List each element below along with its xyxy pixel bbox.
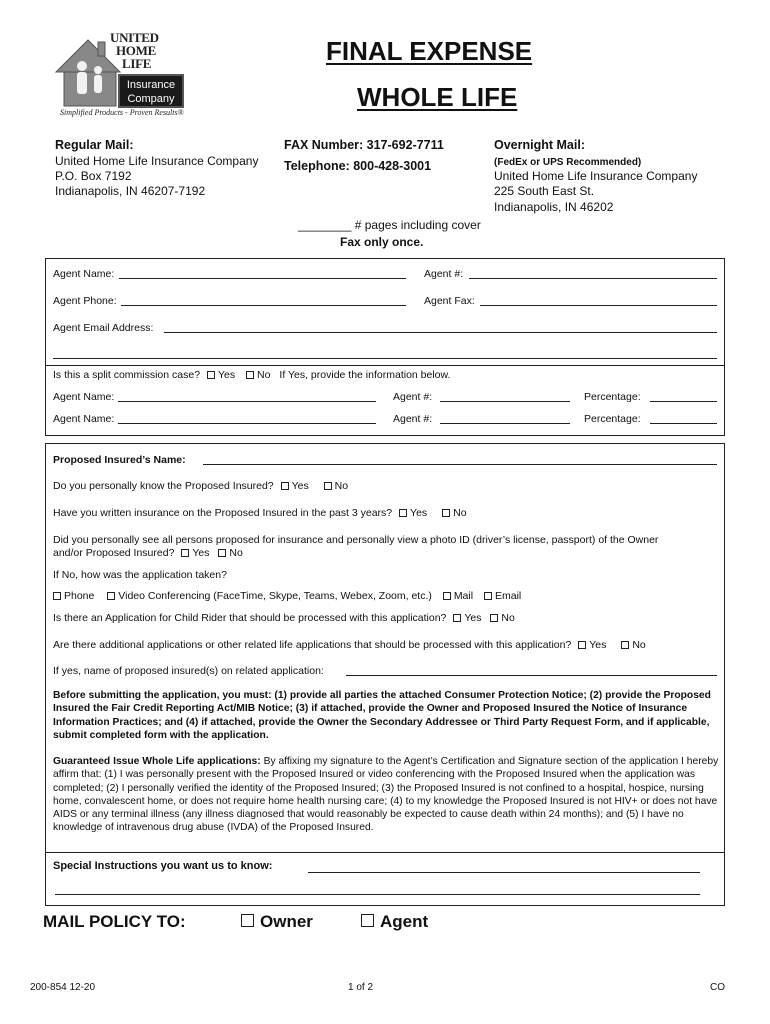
split-agent2-percentage-label: Percentage: xyxy=(584,413,641,425)
logo-word-united: UNITED xyxy=(110,30,159,45)
overnight-mail-label: Overnight Mail: xyxy=(494,138,585,152)
opt-phone-checkbox[interactable] xyxy=(53,592,61,600)
mail-policy-owner-option xyxy=(241,912,313,932)
divider xyxy=(45,365,725,366)
q-photo-yes-label: Yes xyxy=(192,547,210,559)
agent-email-field[interactable] xyxy=(164,332,717,333)
q-written-no-checkbox[interactable] xyxy=(442,509,450,517)
logo-insurance-box xyxy=(118,74,184,108)
insured-name-label: Proposed Insured’s Name: xyxy=(53,454,186,466)
q-photo-no-checkbox[interactable] xyxy=(218,549,226,557)
split-instruction: If Yes, provide the information below. xyxy=(279,369,451,381)
agent-phone-field[interactable] xyxy=(121,305,406,306)
split-agent1-name-field[interactable] xyxy=(118,401,376,402)
logo-box-line2: Company xyxy=(127,93,175,105)
q-how-text: If No, how was the application taken? xyxy=(53,569,227,581)
opt-mail-checkbox[interactable] xyxy=(443,592,451,600)
q-related-name-label: If yes, name of proposed insured(s) on related application: xyxy=(53,665,324,677)
special-instructions-field-line2[interactable] xyxy=(55,894,700,895)
mail-policy-label: MAIL POLICY TO: xyxy=(43,912,186,931)
overnight-mail-line2: 225 South East St. xyxy=(494,184,595,198)
q-photo-row xyxy=(53,547,243,559)
page-number: 1 of 2 xyxy=(348,982,374,993)
logo-tagline: Simplified Products - Proven Results® xyxy=(60,108,184,117)
state-code: CO xyxy=(710,982,725,993)
opt-email-label: Email xyxy=(495,590,522,602)
split-yes-checkbox[interactable] xyxy=(207,371,215,379)
pages-including-cover xyxy=(298,218,481,232)
split-agent1-percentage-label: Percentage: xyxy=(584,391,641,403)
split-agent2-percentage-field[interactable] xyxy=(650,423,717,424)
q-photo-line1: Did you personally see all persons proposed for insurance and personally view a photo ID (driver’s license, passport) of the Owner xyxy=(53,534,659,546)
q-child-no-checkbox[interactable] xyxy=(490,614,498,622)
form-number: 200-854 12-20 xyxy=(30,982,96,993)
q-know-yes-checkbox[interactable] xyxy=(281,482,289,490)
guaranteed-issue-text: By affixing my signature to the Agent’s Certification and Signature section of the application I hereby affirm that: (1) I was personally present with the Proposed Insured or video conferencing with the Proposed Insured when the application was completed; (2) I personally verified the identity of the Proposed Insured; (3) the Proposed Insured is not confined to a hospital, hospice, nursing home, convalescent home, or does not require home health nursing care; (4) to my knowledge the Proposed Insured is not HIV+ or does not have AIDS or any terminal illness (any illness diagnosed that would reasonably be expected to cause death within 24 months); and (5) I have no knowledge of intravenous drug abuse (IVDA) of the Proposed Insured. xyxy=(53,756,719,834)
q-know-row xyxy=(53,480,348,492)
regular-mail-line1: United Home Life Insurance Company xyxy=(55,154,259,168)
q-photo-line2: and/or Proposed Insured? xyxy=(53,547,175,559)
opt-video-checkbox[interactable] xyxy=(107,592,115,600)
fax-number: FAX Number: 317-692-7711 xyxy=(284,138,444,152)
split-no-checkbox[interactable] xyxy=(246,371,254,379)
split-agent1-number-label: Agent #: xyxy=(393,391,433,403)
insured-name-field[interactable] xyxy=(203,464,717,465)
regular-mail-line2: P.O. Box 7192 xyxy=(55,169,132,183)
q-child-no-label: No xyxy=(501,612,515,624)
agent-info-section xyxy=(45,258,725,436)
q-additional-no-checkbox[interactable] xyxy=(621,641,629,649)
q-child-text: Is there an Application for Child Rider that should be processed with this application? xyxy=(53,612,447,624)
agent-fax-field[interactable] xyxy=(480,305,717,306)
special-instructions-field[interactable] xyxy=(308,872,700,873)
split-commission-row xyxy=(53,369,450,381)
opt-mail-label: Mail xyxy=(453,590,474,602)
title-line1: FINAL EXPENSE xyxy=(326,36,533,66)
mail-owner-label: Owner xyxy=(260,912,313,931)
opt-phone-label: Phone xyxy=(64,590,95,602)
q-written-no-label: No xyxy=(453,507,467,519)
q-additional-row xyxy=(53,639,646,651)
split-no-label: No xyxy=(257,369,271,381)
telephone-number: Telephone: 800-428-3001 xyxy=(284,159,432,173)
mail-agent-label: Agent xyxy=(380,912,429,931)
logo-box-line1: Insurance xyxy=(126,79,176,91)
mail-policy-agent-option xyxy=(361,912,428,932)
q-additional-no-label: No xyxy=(632,639,646,651)
pages-blank[interactable]: ________ xyxy=(298,218,352,232)
mail-agent-checkbox[interactable] xyxy=(361,914,374,927)
split-agent2-name-field[interactable] xyxy=(118,423,376,424)
logo-word-life: LIFE xyxy=(122,56,152,71)
regular-mail-line3: Indianapolis, IN 46207-7192 xyxy=(55,184,206,198)
agent-name-label: Agent Name: xyxy=(53,268,115,280)
agent-phone-label: Agent Phone: xyxy=(53,295,117,307)
before-submitting-notice: Before submitting the application, you must: (1) provide all parties the attached Consumer Protection Notice; (2) provide the Proposed Insured the Fair Credit Reporting Act/MIB Notice; (3) if attached, provide the Owner and Proposed Insured the Notice of Insurance Information Practices; and (4) if attached, provide the Owner the Secondary Addressee or Third Party Request Form, and if applicable, submit completed form with the application. xyxy=(53,690,711,741)
regular-mail-label: Regular Mail: xyxy=(55,138,134,152)
split-agent1-percentage-field[interactable] xyxy=(650,401,717,402)
q-how-options-row xyxy=(49,590,521,602)
q-written-yes-label: Yes xyxy=(410,507,428,519)
overnight-mail-line1: United Home Life Insurance Company xyxy=(494,169,698,183)
agent-email-line2[interactable] xyxy=(53,358,717,359)
guaranteed-issue-paragraph xyxy=(53,755,721,835)
split-yes-label: Yes xyxy=(217,369,236,381)
company-logo xyxy=(52,28,202,123)
agent-number-field[interactable] xyxy=(469,278,717,279)
title-line2: WHOLE LIFE xyxy=(357,82,518,112)
split-agent2-name-label: Agent Name: xyxy=(53,413,115,425)
q-child-yes-checkbox[interactable] xyxy=(453,614,461,622)
q-child-yes-label: Yes xyxy=(464,612,482,624)
q-photo-yes-checkbox[interactable] xyxy=(181,549,189,557)
q-know-no-checkbox[interactable] xyxy=(324,482,332,490)
split-agent2-number-field[interactable] xyxy=(440,423,570,424)
agent-number-label: Agent #: xyxy=(424,268,464,280)
q-additional-text: Are there additional applications or other related life applications that should be processed with this application? xyxy=(53,639,572,651)
q-child-row xyxy=(53,612,515,624)
overnight-mail-note: (FedEx or UPS Recommended) xyxy=(494,157,642,168)
split-agent1-name-label: Agent Name: xyxy=(53,391,115,403)
special-instructions-label: Special Instructions you want us to know: xyxy=(53,860,273,872)
related-name-field[interactable] xyxy=(346,675,717,676)
guaranteed-issue-label: Guaranteed Issue Whole Life applications: xyxy=(53,756,261,767)
agent-name-field[interactable] xyxy=(119,278,406,279)
q-additional-yes-checkbox[interactable] xyxy=(578,641,586,649)
q-written-yes-checkbox[interactable] xyxy=(399,509,407,517)
q-know-no-label: No xyxy=(334,480,349,492)
agent-fax-label: Agent Fax: xyxy=(424,295,475,307)
q-additional-yes-label: Yes xyxy=(589,639,607,651)
q-written-row xyxy=(53,507,467,519)
opt-email-checkbox[interactable] xyxy=(484,592,492,600)
mail-owner-checkbox[interactable] xyxy=(241,914,254,927)
q-photo-no-label: No xyxy=(229,547,243,559)
q-know-yes-label: Yes xyxy=(291,480,309,492)
split-question: Is this a split commission case? xyxy=(53,369,201,381)
q-written-text: Have you written insurance on the Proposed Insured in the past 3 years? xyxy=(53,507,393,519)
fax-only-once: Fax only once. xyxy=(340,235,424,249)
pages-text: # pages including cover xyxy=(354,218,481,232)
overnight-mail-line3: Indianapolis, IN 46202 xyxy=(494,200,614,214)
split-agent1-number-field[interactable] xyxy=(440,401,570,402)
agent-email-label: Agent Email Address: xyxy=(53,322,154,334)
logo-word-home: HOME xyxy=(116,43,156,58)
q-know-text: Do you personally know the Proposed Insured? xyxy=(53,480,274,492)
split-agent2-number-label: Agent #: xyxy=(393,413,433,425)
opt-video-label: Video Conferencing (FaceTime, Skype, Teams, Webex, Zoom, etc.) xyxy=(118,590,432,602)
